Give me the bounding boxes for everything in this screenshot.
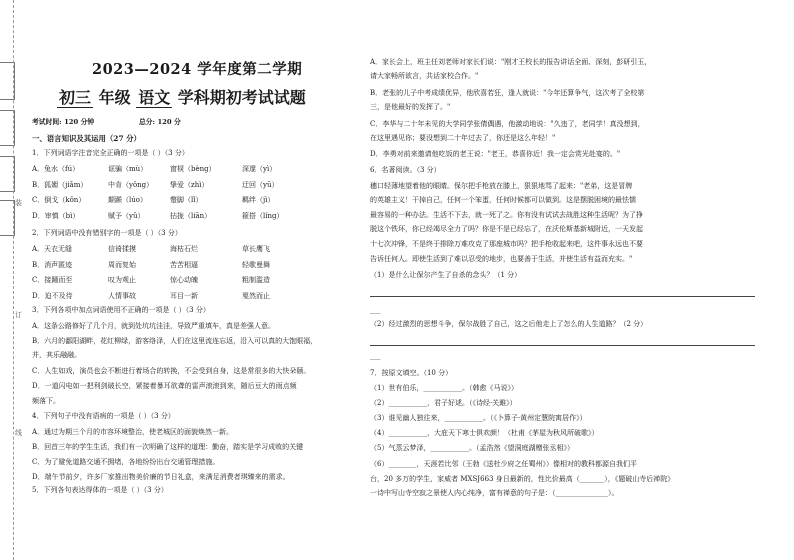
question-3-line: D．一道闪电如一把利剑破长空，紧接着暴耳欲聋的雷声滚滚到来，随后豆大的雨点频 (32, 382, 297, 390)
right-text-line: 脱这个铁环，你已经竭尽全力了吗？你是不是已经忘了，在沃伦斯基新城附近，一天发起 (370, 225, 643, 233)
subject-value: 语文 (138, 88, 171, 107)
option-cell: 戛然而止 (242, 291, 270, 300)
option-cell: 拈拢（liān） (170, 211, 212, 220)
option-cell: B．消声匿迹 (32, 260, 73, 269)
question-7-line: （5）气蒸云梦泽，___________。（孟浩然《望洞庭湖赠张丞相》） (370, 444, 574, 452)
exam-year-title: 2023—2024 学年度第二学期 (92, 61, 303, 78)
question-7-line: （2）___________，君子好逑。（《诗经·关雎》） (370, 399, 517, 407)
option-cell: D．审慎（bì） (32, 211, 80, 220)
question-3: 3．下列各项中加点词语使用不正确的一项是（ ）（3 分） (32, 306, 210, 314)
question-7: 7．按原文填空。（10 分） (370, 369, 453, 377)
question-3-line: C．人生如戏，演员也会不断进行着场合的转换，不会受到自身，这是常很多的大快朵颐。 (32, 367, 311, 375)
binding-dashed-line (13, 0, 14, 560)
option-cell: A．兔水（fú） (32, 165, 80, 173)
option-cell: D．迫不及待 (32, 291, 73, 300)
binding-char: 装 (15, 199, 22, 207)
option-cell: 蹩脚（lǐ） (170, 196, 203, 204)
question-7-line: 一诗中写山寺空寂之景使人内心纯净，富有禅意的句子是：（_______________）。 (370, 489, 619, 497)
right-text-line: A．家长会上，班主任刘老师对家长们说："刚才王校长的报告讲话全面、深刻，彭研引玉， (370, 58, 652, 66)
answer-blank: ___ (370, 352, 381, 360)
question-2: 2．下列词语中没有错别字的一项是（ ）（3 分） (32, 229, 182, 237)
option-cell: 耳目一新 (170, 291, 198, 300)
option-cell: 深邃（yì） (242, 165, 277, 173)
option-cell: 草长鹰飞 (242, 245, 270, 253)
right-text-line: B．老张的儿子中考成绩优异，他欣喜若狂，逢人就说："今年还算争气，这次考了全校第 (370, 89, 645, 97)
option-cell: 窗棂（bèng） (170, 165, 216, 173)
option-cell: 苦苦相逼 (170, 260, 198, 269)
question-4-line: B．回首三年的学生生活，我们有一次明确了这样的道理：勤奋，踏实是学习成败的关键 (32, 443, 304, 451)
option-cell: 叹为观止 (108, 276, 136, 284)
question-4-line: A．通过为期三个月的市容环境整治，使老城区的面貌焕然一新。 (32, 428, 234, 436)
question-3-line: A．这条公路修好了几个月，就到处坑坑洼洼，导致严重填车，真是差强人意。 (32, 322, 276, 330)
right-text-line: （1）是什么让保尔产生了自杀的念头？（1 分） (370, 271, 522, 279)
option-cell: 信徛揉摸 (108, 245, 136, 253)
option-cell: 海枯石烂 (170, 245, 198, 253)
question-4-line: D．端午节前夕，许多厂家推出物美价廉的节日礼盒，来满足消费者琪臻来的需求。 (32, 473, 290, 481)
option-cell: 羁绊（jì） (242, 196, 275, 204)
option-row (32, 260, 312, 270)
option-row (32, 164, 312, 174)
question-3-line: 并，其乐融融。 (32, 351, 81, 359)
question-7-line: （3）谁见幽人独往来，___________。（《卜算子·黄州定慧院寓居作》） (370, 414, 587, 422)
binding-char: 订 (15, 311, 22, 319)
grade-value: 初三 (59, 88, 92, 107)
question-4-line: C．为了避免道路交通不拥堵，各地纷纷出台交通管理措施。 (32, 458, 220, 466)
option-row (32, 275, 312, 285)
option-cell: 挚爱（zhì） (170, 180, 209, 189)
section-heading: 一、语言知识及其运用（27 分） (32, 134, 141, 143)
binding-char: 线 (15, 429, 22, 437)
question-7-line: 台，20 多万的学生，家威者 MXSJ663 身日最新的，性比价最高（_______），《题破山寺后禅院》 (370, 475, 675, 483)
option-row (32, 211, 312, 221)
question-6-2: （2）经过激烈的思想斗争，保尔战胜了自己，这之后他走上了怎么的人生道路？（2 分） (370, 320, 648, 328)
question-7-line: （4）___________，大庇天下寒士俱欢颜！（杜甫《茅屋为秋风所破歌》） (370, 429, 599, 437)
right-text-line: 在这里遇见你；要没想到二十年过去了，你还是这么年轻！" (370, 134, 556, 142)
right-text-line: 最容易的一种办法。生活不下去，就一死了之。你有没有试试去战胜这种生活呢？为了挣 (370, 211, 643, 219)
option-cell: A．天衣无缝 (32, 245, 73, 253)
option-cell: 人情事故 (108, 291, 136, 300)
exam-score: 总分: 120 分 (138, 118, 181, 126)
right-text-line: 十七次冲锋，不是终于排除万难攻克了那座城市吗？把手枪收起来吧，这件事永远也不要 (370, 240, 643, 248)
grade-label: 年级 (98, 88, 131, 107)
option-cell: 轻歌曼舞 (242, 260, 270, 269)
option-cell: B．狐媚（jiǎm） (32, 180, 88, 189)
question-3-line: B．六月的鄱阳湖畔，花红柳绿，游客络泽，人们在这里流连忘返，沿入可以真的大饱眼福， (32, 337, 318, 345)
option-cell: 周而复始 (108, 260, 136, 269)
answer-blank: ___ (370, 306, 381, 314)
right-text-line: D．李勇对前来邀请他吃饭的老王说："老王，恭喜你近！我一定会赏光赴宴的。" (370, 150, 621, 158)
option-row (32, 291, 312, 301)
option-cell: 诓骗（mù） (108, 165, 148, 173)
answer-line (370, 345, 755, 346)
option-row (32, 180, 312, 190)
right-text-line: 的英雄主义！干掉自己，任何一个笨蛋，任何时候都可以做到。这是摆脱困境的最怯懦 (370, 196, 636, 204)
binding-margin (0, 0, 24, 560)
right-text-line: 三，是他最好的发挥了。" (370, 103, 451, 111)
right-text-line: 6．名著阅读。（3 分） (370, 166, 441, 174)
option-cell: 箍搭（líng） (242, 211, 284, 220)
option-cell: C．接踵而至 (32, 276, 73, 284)
right-text-line: 穗口轻薄地望着他的眼睛。保尔把手枪放在膝上，狠狠地骂了起来："老弟，这是冒牌 (370, 182, 633, 190)
option-cell: C．倒戈（kǒn） (32, 196, 86, 204)
option-row (32, 244, 312, 254)
question-7-line: （1）世有伯乐，___________。（韩愈《马说》） (370, 384, 518, 392)
option-cell: 颠踬（lúo） (108, 196, 147, 204)
option-cell: 粗制滥造 (242, 276, 270, 284)
right-text-line: 告诉任何人。即使生活到了难以忍受的地步，也要善于生活，并使生活有益而充实。" (370, 255, 633, 263)
question-3-line: 频落下。 (32, 397, 60, 405)
option-cell: 迂回（yū） (242, 180, 279, 189)
option-cell: 中肯（yǒng） (108, 180, 154, 189)
option-cell: 惊心动魄 (170, 276, 198, 284)
question-4: 4．下列句子中没有语病的一项是（ ）（3 分） (32, 412, 175, 420)
exam-main-title (57, 85, 306, 108)
exam-meta (32, 116, 181, 126)
title-rest: 学科期初考试试题 (177, 88, 306, 107)
exam-time: 考试时间: 120 分钟 (32, 118, 95, 126)
answer-line (370, 296, 755, 297)
option-row (32, 195, 312, 205)
question-5: 5．下列各句表达得体的一项是（ ）（3 分） (32, 486, 168, 494)
right-text-line: 请大家畅所欲言，共话家校合作。" (370, 72, 479, 80)
option-cell: 赋予（yǔ） (108, 211, 145, 220)
right-text-line: C．李华与二十年未见的大学同学张倩偶遇，他激动地说："久违了，老同学！真没想到， (370, 120, 645, 128)
question-1: 1．下列词语字注音完全正确的一项是（ ）（3 分） (32, 149, 189, 157)
question-7-line: （6）________，天涯若比邻（王勃《送杜少府之任蜀州》）像相对的教科都源自我们平 (370, 460, 637, 468)
